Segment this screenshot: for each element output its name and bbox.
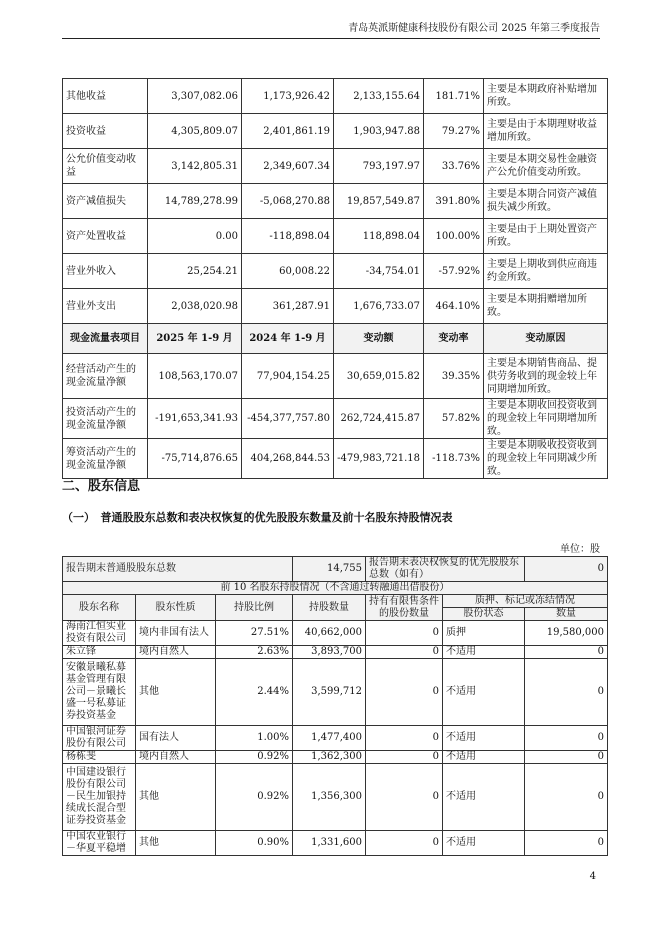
holding-ratio: 2.63% [216, 646, 293, 659]
pledge-count: 0 [525, 646, 608, 659]
holding-ratio: 0.92% [216, 751, 293, 764]
shareholder-nature: 国有法人 [136, 726, 216, 751]
change-reason: 主要是由于上期处置资产所致。 [484, 219, 608, 254]
table-row [63, 149, 608, 184]
pledge-count: 0 [525, 751, 608, 764]
change-amount: -479,983,721.18 [334, 439, 424, 479]
shareholder-name: 杨栋斐 [63, 751, 136, 764]
restricted-qty: 0 [366, 764, 443, 831]
restricted-qty: 0 [366, 621, 443, 646]
pledge-count: 0 [525, 659, 608, 726]
change-rate: 391.80% [424, 184, 484, 219]
restricted-qty: 0 [366, 751, 443, 764]
share-status: 不适用 [443, 764, 525, 831]
shareholder-name: 中国银河证券股份有限公司 [63, 726, 136, 751]
item-label: 营业外收入 [63, 254, 148, 289]
change-rate: -57.92% [424, 254, 484, 289]
change-reason: 主要是本期交易性金融资产公允价值变动所致。 [484, 149, 608, 184]
column-header: 股东性质 [136, 595, 216, 621]
holding-ratio: 27.51% [216, 621, 293, 646]
item-label: 投资活动产生的现金流量净额 [63, 399, 148, 439]
change-reason: 主要是上期收到供应商违约金所致。 [484, 254, 608, 289]
change-reason: 主要是本期捐赠增加所致。 [484, 289, 608, 324]
section-title: 二、股东信息 [62, 479, 141, 494]
item-label: 筹资活动产生的现金流量净额 [63, 439, 148, 479]
change-rate: 79.27% [424, 114, 484, 149]
shareholder-nature: 其他 [136, 764, 216, 831]
top10-caption: 前 10 名股东持股情况（不含通过转融通出借股份） [63, 582, 608, 595]
holding-ratio: 1.00% [216, 726, 293, 751]
financial-changes-table [62, 78, 608, 479]
value-2024: 1,173,926.42 [242, 79, 334, 114]
column-header: 质押、标记或冻结情况 [443, 595, 608, 608]
preferred-holders-label: 报告期末表决权恢复的优先股股东总数（如有） [366, 557, 525, 582]
change-reason: 主要是由于本期理财收益增加所致。 [484, 114, 608, 149]
header-row [63, 595, 608, 608]
column-header: 持有有限售条件的股份数量 [366, 595, 443, 621]
shareholder-nature: 其他 [136, 659, 216, 726]
shareholder-nature: 其他 [136, 831, 216, 856]
value-2025: 3,307,082.06 [148, 79, 242, 114]
value-2025: 0.00 [148, 219, 242, 254]
item-label: 营业外支出 [63, 289, 148, 324]
caption-row [63, 582, 608, 595]
shareholder-name: 安徽景曦私募基金管理有限公司－景曦长盛一号私募证券投资基金 [63, 659, 136, 726]
subsection-title: （一） 普通股股东总数和表决权恢复的优先股股东数量及前十名股东持股情况表 [62, 511, 453, 524]
value-2025: 14,789,278.99 [148, 184, 242, 219]
value-2025: 25,254.21 [148, 254, 242, 289]
value-2025: 2,038,020.98 [148, 289, 242, 324]
value-2024: 60,008.22 [242, 254, 334, 289]
column-header: 持股比例 [216, 595, 293, 621]
pledge-count: 0 [525, 764, 608, 831]
value-2024: 2,401,861.19 [242, 114, 334, 149]
change-reason: 主要是本期收回投资收到的现金较上年同期增加所致。 [484, 399, 608, 439]
change-amount: 1,903,947.88 [334, 114, 424, 149]
holding-qty: 1,356,300 [293, 764, 366, 831]
table-row [63, 399, 608, 439]
summary-row [63, 557, 608, 582]
value-2025: 108,563,170.07 [148, 354, 242, 399]
change-rate: 181.71% [424, 79, 484, 114]
change-rate: 57.82% [424, 399, 484, 439]
item-label: 投资收益 [63, 114, 148, 149]
column-header: 2024 年 1-9 月 [242, 324, 334, 354]
table-row [63, 751, 608, 764]
share-status: 质押 [443, 621, 525, 646]
table-row [63, 219, 608, 254]
change-amount: 1,676,733.07 [334, 289, 424, 324]
shareholder-name: 海南江恒实业投资有限公司 [63, 621, 136, 646]
column-header: 数量 [525, 608, 608, 621]
value-2025: -75,714,876.65 [148, 439, 242, 479]
holding-qty: 1,331,600 [293, 831, 366, 856]
page-number: 4 [589, 871, 596, 882]
change-amount: -34,754.01 [334, 254, 424, 289]
shareholder-nature: 境内自然人 [136, 751, 216, 764]
value-2025: -191,653,341.93 [148, 399, 242, 439]
change-rate: 100.00% [424, 219, 484, 254]
table-row [63, 726, 608, 751]
restricted-qty: 0 [366, 659, 443, 726]
value-2024: -118,898.04 [242, 219, 334, 254]
restricted-qty: 0 [366, 646, 443, 659]
restricted-qty: 0 [366, 831, 443, 856]
item-label: 其他收益 [63, 79, 148, 114]
item-label: 经营活动产生的现金流量净额 [63, 354, 148, 399]
change-rate: 464.10% [424, 289, 484, 324]
table-row [63, 831, 608, 856]
column-header: 持股数量 [293, 595, 366, 621]
share-status: 不适用 [443, 646, 525, 659]
table-row [63, 354, 608, 399]
share-status: 不适用 [443, 751, 525, 764]
item-label: 资产处置收益 [63, 219, 148, 254]
total-holders-value: 14,755 [293, 557, 366, 582]
shareholder-nature: 境内自然人 [136, 646, 216, 659]
change-reason: 主要是本期吸收投资收到的现金较上年同期减少所致。 [484, 439, 608, 479]
holding-qty: 1,477,400 [293, 726, 366, 751]
value-2024: 361,287.91 [242, 289, 334, 324]
holding-qty: 3,599,712 [293, 659, 366, 726]
table-row [63, 114, 608, 149]
share-status: 不适用 [443, 659, 525, 726]
cashflow-header-row [63, 324, 608, 354]
table-row [63, 439, 608, 479]
change-amount: 2,133,155.64 [334, 79, 424, 114]
value-2024: -454,377,757.80 [242, 399, 334, 439]
item-label: 资产减值损失 [63, 184, 148, 219]
value-2024: 404,268,844.53 [242, 439, 334, 479]
pledge-count: 0 [525, 726, 608, 751]
holding-qty: 40,662,000 [293, 621, 366, 646]
holding-qty: 1,362,300 [293, 751, 366, 764]
column-header: 2025 年 1-9 月 [148, 324, 242, 354]
change-rate: 33.76% [424, 149, 484, 184]
change-rate: -118.73% [424, 439, 484, 479]
value-2024: 77,904,154.25 [242, 354, 334, 399]
value-2024: 2,349,607.34 [242, 149, 334, 184]
restricted-qty: 0 [366, 726, 443, 751]
pledge-count: 0 [525, 831, 608, 856]
value-2024: -5,068,270.88 [242, 184, 334, 219]
holding-ratio: 0.92% [216, 764, 293, 831]
table-row [63, 659, 608, 726]
total-holders-label: 报告期末普通股股东总数 [63, 557, 293, 582]
table-row [63, 646, 608, 659]
preferred-holders-value: 0 [525, 557, 608, 582]
column-header: 变动额 [334, 324, 424, 354]
table-row [63, 289, 608, 324]
pledge-count: 19,580,000 [525, 621, 608, 646]
shareholder-name: 朱立锋 [63, 646, 136, 659]
shareholder-name: 中国建设银行股份有限公司－民生加银持续成长混合型证券投资基金 [63, 764, 136, 831]
change-reason: 主要是本期销售商品、提供劳务收到的现金较上年同期增加所致。 [484, 354, 608, 399]
share-status: 不适用 [443, 726, 525, 751]
column-header: 现金流量表项目 [63, 324, 148, 354]
shareholder-name: 中国农业银行－华夏平稳增 [63, 831, 136, 856]
report-header-title: 青岛英派斯健康科技股份有限公司 2025 年第三季度报告 [348, 23, 600, 34]
shareholders-table [62, 556, 608, 856]
item-label: 公允价值变动收益 [63, 149, 148, 184]
change-amount: 118,898.04 [334, 219, 424, 254]
table-row [63, 79, 608, 114]
change-reason: 主要是本期合同资产减值损失减少所致。 [484, 184, 608, 219]
table-row [63, 621, 608, 646]
change-amount: 19,857,549.87 [334, 184, 424, 219]
change-amount: 262,724,415.87 [334, 399, 424, 439]
table-row [63, 254, 608, 289]
unit-label: 单位：股 [560, 544, 600, 555]
table-row [63, 184, 608, 219]
holding-ratio: 0.90% [216, 831, 293, 856]
shareholder-nature: 境内非国有法人 [136, 621, 216, 646]
change-rate: 39.35% [424, 354, 484, 399]
column-header: 股份状态 [443, 608, 525, 621]
value-2025: 4,305,809.07 [148, 114, 242, 149]
column-header: 股东名称 [63, 595, 136, 621]
holding-qty: 3,893,700 [293, 646, 366, 659]
holding-ratio: 2.44% [216, 659, 293, 726]
change-reason: 主要是本期政府补贴增加所致。 [484, 79, 608, 114]
table-row [63, 764, 608, 831]
column-header: 变动原因 [484, 324, 608, 354]
header-divider [62, 38, 600, 39]
column-header: 变动率 [424, 324, 484, 354]
share-status: 不适用 [443, 831, 525, 856]
change-amount: 30,659,015.82 [334, 354, 424, 399]
change-amount: 793,197.97 [334, 149, 424, 184]
value-2025: 3,142,805.31 [148, 149, 242, 184]
